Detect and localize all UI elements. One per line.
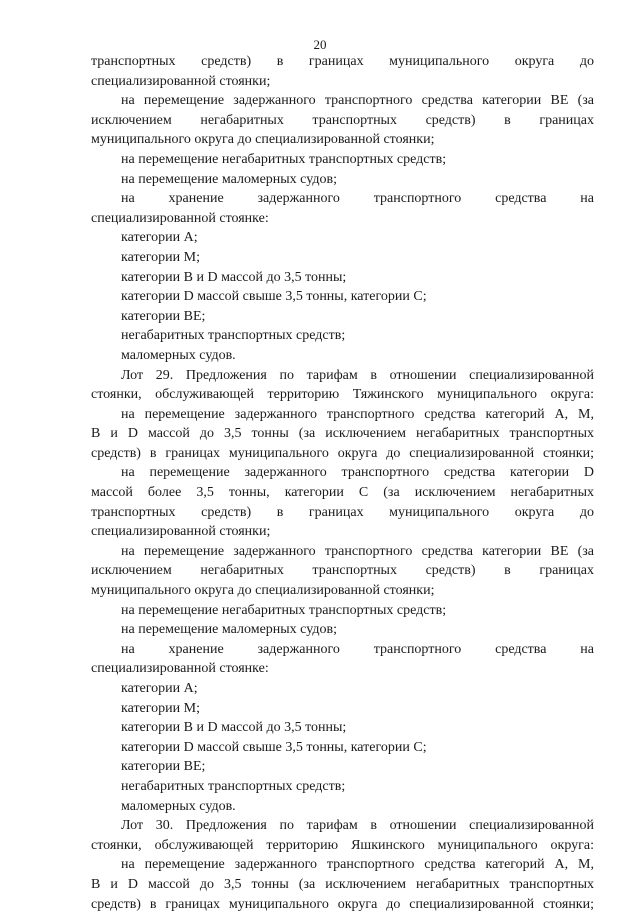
text-line: на перемещение негабаритных транспортных средств; <box>121 151 447 167</box>
text-line: средств) в границах муниципального округа до специализированной стоянки; <box>91 445 594 461</box>
text-line: категории B и D массой до 3,5 тонны; <box>121 269 347 285</box>
text-line: B и D массой до 3,5 тонны (за исключением негабаритных транспортных <box>91 426 594 442</box>
text-line: исключением негабаритных транспортных средств) в границах <box>91 112 594 128</box>
text-line: категории A; <box>121 230 198 246</box>
document-body <box>91 52 594 914</box>
text-line: на перемещение задержанного транспортного средства категории D <box>121 465 594 481</box>
text-line: Лот 30. Предложения по тарифам в отношении специализированной <box>121 818 594 834</box>
text-line: транспортных средств) в границах муниципального округа до <box>91 54 594 69</box>
text-line: средств) в границах муниципального округа до специализированной стоянки; <box>91 896 594 912</box>
text-line: на перемещение задержанного транспортного средства категорий A, M, <box>121 406 594 422</box>
text-line: маломерных судов. <box>121 347 236 363</box>
text-line: специализированной стоянке: <box>91 661 269 677</box>
text-line: стоянки, обслуживающей территорию Яшкинского муниципального округа: <box>91 837 594 853</box>
text-line: стоянки, обслуживающей территорию Тяжинского муниципального округа: <box>91 387 594 403</box>
text-line: на перемещение задержанного транспортного средства категории BE (за <box>121 93 594 109</box>
text-line: исключением негабаритных транспортных средств) в границах <box>91 563 594 579</box>
text-line: на перемещение маломерных судов; <box>121 622 337 638</box>
text-line: категории A; <box>121 681 198 696</box>
text-line: категории B и D массой до 3,5 тонны; <box>121 720 347 736</box>
text-line: категории D массой свыше 3,5 тонны, категории C; <box>121 289 427 305</box>
text-line: на перемещение маломерных судов; <box>121 171 337 187</box>
text-line: B и D массой до 3,5 тонны (за исключением негабаритных транспортных <box>91 876 594 892</box>
text-line: категории M; <box>121 249 200 265</box>
text-line: муниципального округа до специализированной стоянки; <box>91 132 435 148</box>
text-line: категории D массой свыше 3,5 тонны, категории C; <box>121 739 427 755</box>
text-line: категории BE; <box>121 308 206 324</box>
text-line: на хранение задержанного транспортного средства на <box>121 641 594 657</box>
text-line: на хранение задержанного транспортного средства на <box>121 191 594 207</box>
page-number: 20 <box>313 37 327 52</box>
text-line: категории M; <box>121 700 200 716</box>
text-line: маломерных судов. <box>121 798 236 814</box>
text-line: массой более 3,5 тонны, категории C (за исключением негабаритных <box>91 485 594 501</box>
text-line: специализированной стоянки; <box>91 524 271 540</box>
text-line: негабаритных транспортных средств; <box>121 328 346 344</box>
text-line: на перемещение задержанного транспортного средства категории BE (за <box>121 543 594 559</box>
text-line: специализированной стоянке: <box>91 210 269 226</box>
text-line: на перемещение задержанного транспортного средства категорий A, M, <box>121 857 594 873</box>
text-line: специализированной стоянки; <box>91 73 271 89</box>
text-line: муниципального округа до специализированной стоянки; <box>91 583 435 599</box>
text-line: негабаритных транспортных средств; <box>121 778 346 794</box>
text-line: на перемещение негабаритных транспортных средств; <box>121 602 447 618</box>
text-line: транспортных средств) в границах муниципального округа до <box>91 504 594 520</box>
text-line: Лот 29. Предложения по тарифам в отношении специализированной <box>121 367 594 383</box>
text-line: категории BE; <box>121 759 206 775</box>
